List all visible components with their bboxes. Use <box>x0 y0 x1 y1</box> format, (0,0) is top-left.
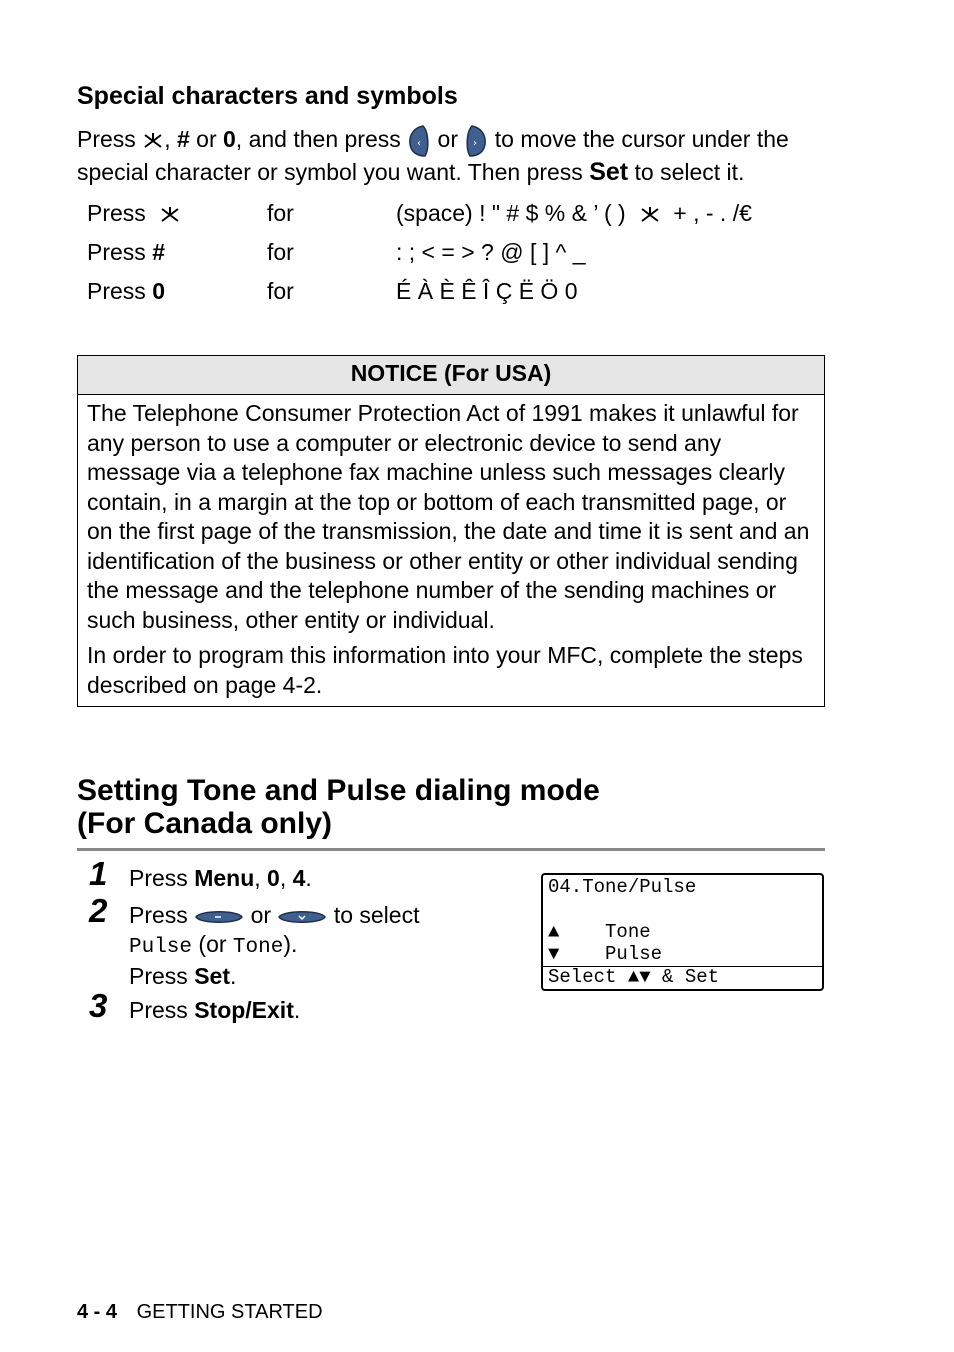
section-divider <box>77 848 825 851</box>
special-intro: Press , # or 0, and then press ‹ or › to move the cursor under the special character or symbol you want. Then press Set to select it. <box>77 124 837 187</box>
step-2: Press or to select Pulse (or Tone). Press Set. <box>129 902 420 989</box>
lcd-line: ▲ Tone <box>548 921 651 943</box>
svg-text:›: › <box>473 138 478 149</box>
lcd-line: Select ▲▼ & Set <box>548 966 720 988</box>
step-3: Press Stop/Exit. <box>129 997 301 1023</box>
notice-box <box>77 355 825 707</box>
page-number: 4 - 4 <box>77 1301 118 1323</box>
lcd-line: ▼ Pulse <box>548 943 663 965</box>
left-arrow-key-icon <box>407 124 431 158</box>
notice-body <box>78 395 824 706</box>
page-footer <box>77 1301 323 1324</box>
star-symbol-icon <box>639 205 661 225</box>
step-number: 2 <box>89 892 108 929</box>
notice-paragraph: In order to program this information into your MFC, complete the steps described on page 4-2. <box>87 642 803 698</box>
star-key-icon <box>159 205 181 225</box>
lcd-line: 04.Tone/Pulse <box>548 876 697 898</box>
right-arrow-key-icon <box>464 124 488 158</box>
lcd-display <box>541 873 824 991</box>
svg-text:‹: ‹ <box>417 138 422 149</box>
chapter-name: GETTING STARTED <box>136 1301 323 1323</box>
subsection-title: Special characters and symbols <box>77 82 458 110</box>
right-nav-key-icon <box>277 908 327 926</box>
left-nav-key-icon <box>194 908 244 926</box>
star-key-icon <box>142 131 164 151</box>
section-title: Setting Tone and Pulse dialing mode (For Canada only) <box>77 774 600 840</box>
notice-heading: NOTICE (For USA) <box>78 356 824 395</box>
step-number: 1 <box>89 855 108 892</box>
step-1: Press Menu, 0, 4. <box>129 865 312 891</box>
notice-paragraph: The Telephone Consumer Protection Act of 1991 makes it unlawful for any person to use a computer or electronic device to send any message via a telephone fax machine unless such messages clearly contain, in a margin at the top or bottom of each transmitted page, or on the first page of the transmission, the date and time it is sent and an identification of the business or other entity or other individual sending the message and the telephone number of the sending machines or such business, other entity or individual. <box>87 400 810 633</box>
step-number: 3 <box>89 987 108 1024</box>
